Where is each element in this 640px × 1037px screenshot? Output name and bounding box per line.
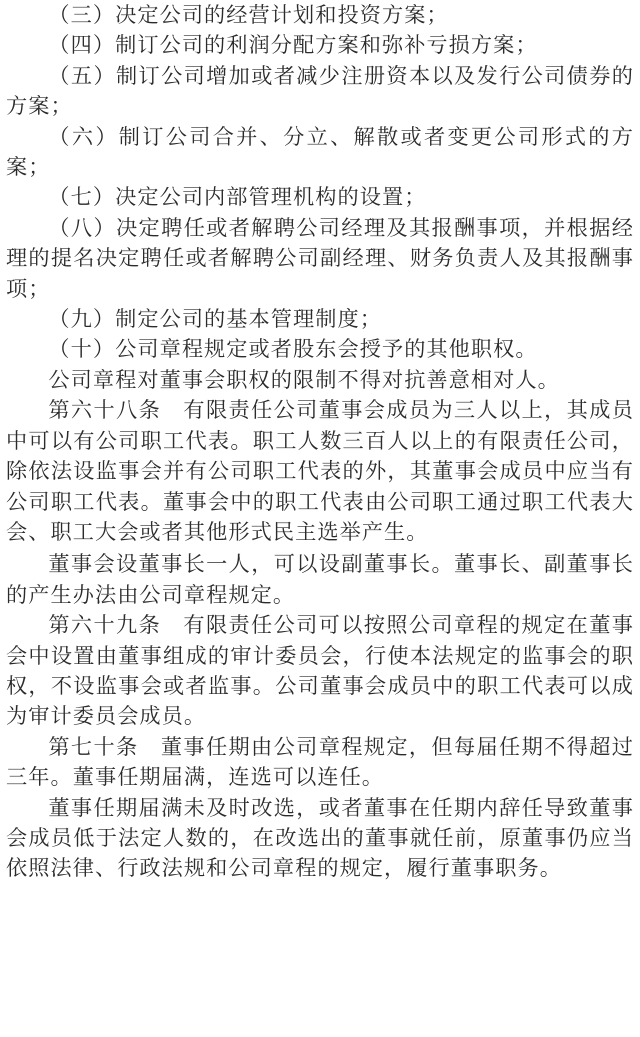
limit-paragraph: 公司章程对董事会职权的限制不得对抗善意相对人。	[48, 366, 560, 392]
list-item-5: （五）制订公司增加或者减少注册资本以及发行公司债券的方案；	[6, 62, 634, 119]
document-page	[6, 0, 634, 884]
article-68-body: 有限责任公司董事会成员为三人以上，其成员中可以有公司职工代表。职工人数三百人以上的有限责任公司，除依法设监事会并有公司职工代表的外，其董事会成员中应当有公司职工代表。董事会中的职工代表由公司职工通过职工代表大会、职工大会或者其他形式民主选举产生。	[6, 397, 634, 544]
list-item-4: （四）制订公司的利润分配方案和弥补亏损方案；	[48, 32, 538, 58]
article-69	[6, 610, 634, 732]
article-68	[6, 395, 634, 547]
list-item-7: （七）决定公司内部管理机构的设置；	[48, 184, 427, 210]
article-68-title: 第六十八条	[48, 397, 162, 423]
article-69-body: 有限责任公司可以按照公司章程的规定在董事会中设置由董事组成的审计委员会，行使本法规定的监事会的职权，不设监事会或者监事。公司董事会成员中的职工代表可以成为审计委员会成员。	[6, 612, 634, 729]
list-item-6: （六）制订公司合并、分立、解散或者变更公司形式的方案；	[6, 123, 634, 180]
article-70-title: 第七十条	[48, 733, 139, 759]
term-paragraph: 董事任期届满未及时改选，或者董事在任期内辞任导致董事会成员低于法定人数的，在改选出的董事就任前，原董事仍应当依照法律、行政法规和公司章程的规定，履行董事职务。	[6, 794, 634, 881]
list-item-8: （八）决定聘任或者解聘公司经理及其报酬事项，并根据经理的提名决定聘任或者解聘公司副经理、财务负责人及其报酬事项；	[6, 214, 634, 301]
list-item-9: （九）制定公司的基本管理制度；	[48, 306, 382, 332]
article-70-body: 董事任期由公司章程规定，但每届任期不得超过三年。董事任期届满，连选可以连任。	[6, 733, 634, 790]
chairman-paragraph: 董事会设董事长一人，可以设副董事长。董事长、副董事长的产生办法由公司章程规定。	[6, 551, 634, 607]
article-69-title: 第六十九条	[48, 612, 162, 638]
list-item-3: （三）决定公司的经营计划和投资方案；	[48, 2, 449, 27]
list-item-10: （十）公司章程规定或者股东会授予的其他职权。	[48, 336, 538, 362]
article-70	[6, 732, 634, 793]
